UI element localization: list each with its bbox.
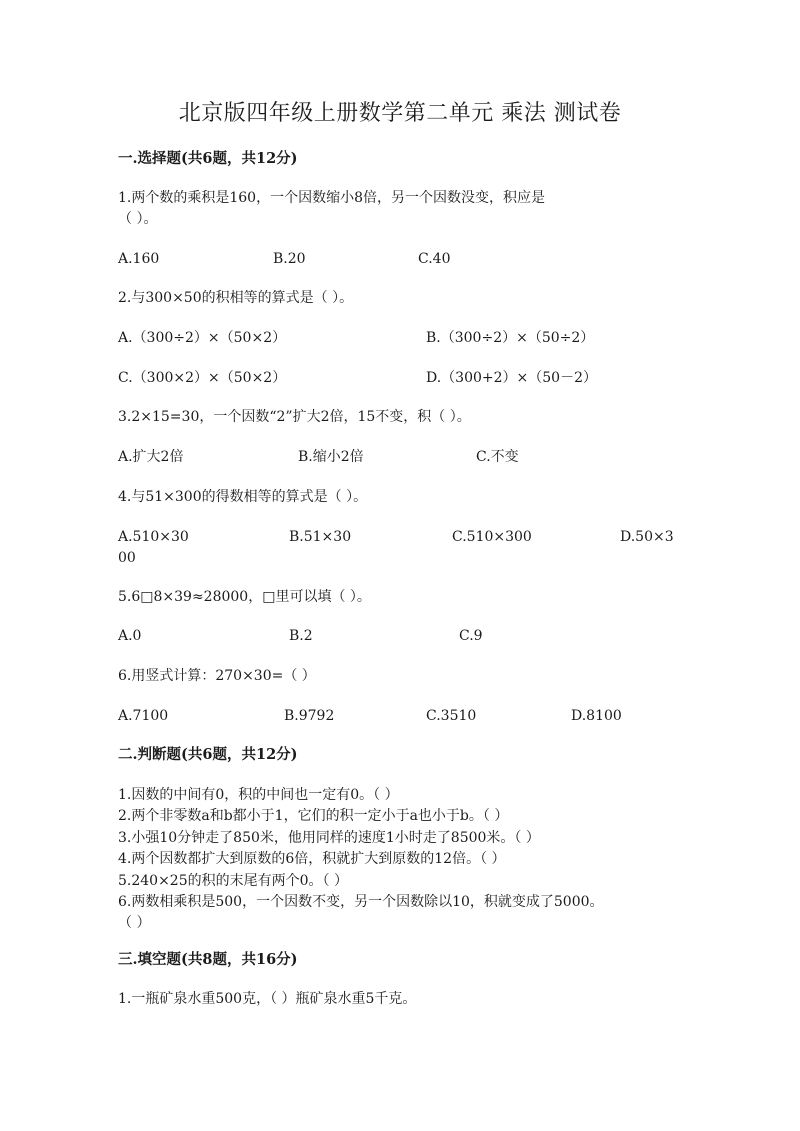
section-heading-fill: 三.填空题(共8题，共16分) [118, 951, 298, 968]
judge-item-4: 4.两个因数都扩大到原数的6倍，积就扩大到原数的12倍。（ ） [118, 851, 506, 868]
section-heading-choice: 一.选择题(共6题，共12分) [118, 150, 298, 167]
question-2-option-d[interactable]: D.（300+2）×（50－2） [426, 370, 597, 386]
question-2-option-a[interactable]: A.（300÷2）×（50×2） [118, 330, 287, 346]
question-1-line-2: （ ）。 [118, 211, 158, 227]
judge-item-5: 5.240×25的积的末尾有两个0。（ ） [118, 872, 348, 889]
question-6-option-d[interactable]: D.8100 [571, 708, 622, 724]
section-heading-judge: 二.判断题(共6题，共12分) [118, 746, 298, 763]
question-4-option-c[interactable]: C.510×300 [452, 529, 532, 545]
question-2-option-c[interactable]: C.（300×2）×（50×2） [118, 370, 287, 386]
question-3-option-c[interactable]: C.不变 [476, 449, 519, 465]
question-2-line-1: 2.与300×50的积相等的算式是（ ）。 [118, 290, 354, 306]
judge-item-1: 1.因数的中间有0，积的中间也一定有0。（ ） [118, 787, 399, 803]
judge-list [118, 785, 604, 935]
question-3-line-1: 3.2×15=30，一个因数“2”扩大2倍，15不变，积（ ）。 [118, 409, 471, 425]
question-6-option-a[interactable]: A.7100 [118, 708, 169, 724]
question-4-option-d-wrap: 00 [118, 550, 136, 566]
question-6-line-1: 6.用竖式计算：270×30=（ ） [118, 668, 316, 684]
question-3-option-b[interactable]: B.缩小2倍 [298, 449, 364, 465]
question-5-option-c[interactable]: C.9 [459, 628, 483, 644]
question-1-line-1: 1.两个数的乘积是160，一个因数缩小8倍，另一个因数没变，积应是 [118, 190, 545, 206]
question-1-option-b[interactable]: B.20 [273, 251, 306, 267]
fill-question-1: 1.一瓶矿泉水重500克，（ ）瓶矿泉水重5千克。 [118, 991, 417, 1007]
question-5-line-1: 5.6□8×39≈28000，□里可以填（ ）。 [118, 589, 371, 605]
question-2-option-b[interactable]: B.（300÷2）×（50÷2） [426, 330, 595, 346]
question-4-line-1: 4.与51×300的得数相等的算式是（ ）。 [118, 489, 368, 505]
question-4-option-b[interactable]: B.51×30 [289, 529, 352, 545]
page-title: 北京版四年级上册数学第二单元 乘法 测试卷 [178, 101, 622, 126]
question-6-option-c[interactable]: C.3510 [426, 708, 477, 724]
question-1-option-a[interactable]: A.160 [118, 251, 160, 267]
judge-item-2: 2.两个非零数a和b都小于1，它们的积一定小于a也小于b。（ ） [118, 808, 509, 825]
judge-item-6: 6.两数相乘积是500，一个因数不变，另一个因数除以10，积就变成了5000。 [118, 894, 604, 911]
judge-item-3: 3.小强10分钟走了850米，他用同样的速度1小时走了8500米。（ ） [118, 829, 540, 846]
question-1-option-c[interactable]: C.40 [418, 251, 451, 267]
question-5-option-a[interactable]: A.0 [118, 628, 142, 644]
question-5-option-b[interactable]: B.2 [289, 628, 313, 644]
judge-item-6-wrap: （ ） [118, 915, 151, 932]
question-4-option-a[interactable]: A.510×30 [118, 529, 189, 545]
question-4-option-d[interactable]: D.50×3 [620, 529, 674, 545]
question-3-option-a[interactable]: A.扩大2倍 [118, 449, 184, 465]
question-6-option-b[interactable]: B.9792 [284, 708, 335, 724]
